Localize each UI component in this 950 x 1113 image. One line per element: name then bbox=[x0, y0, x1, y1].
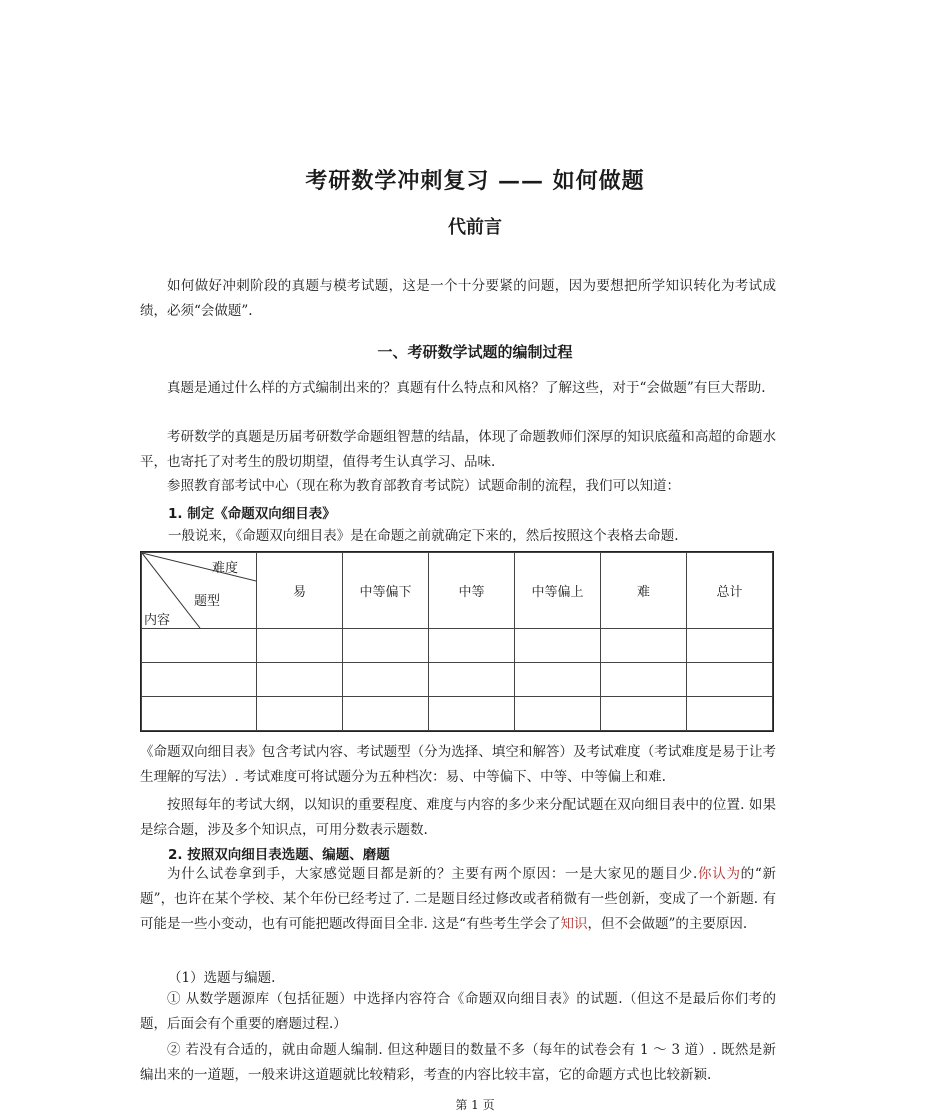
page-number: 第 1 页 bbox=[455, 1098, 495, 1112]
paragraph-6-part-a: 为什么试卷拿到手，大家感觉题目都是新的？主要有两个原因：一是大家见的题目少. bbox=[167, 866, 698, 882]
table-cell bbox=[142, 697, 257, 731]
table-cell bbox=[687, 663, 773, 697]
table-cell bbox=[429, 663, 515, 697]
paragraph-3: 参照教育部考试中心（现在称为教育部教育考试院）试题命制的流程，我们可以知道： bbox=[167, 478, 680, 494]
document-title: 考研数学冲刺复习 —— 如何做题 bbox=[305, 168, 645, 194]
table-cell bbox=[257, 629, 343, 663]
paragraph-4: 《命题双向细目表》包含考试内容、考试题型（分为选择、填空和解答）及考试难度（考试难度是易于让考生理解的写法）. 考试难度可将试题分为五种档次：易、中等偏下、中等、中等偏上和难. bbox=[140, 744, 776, 785]
paragraph-6-part-c: ，但不会做题”的主要原因. bbox=[587, 916, 748, 932]
table-row bbox=[142, 663, 773, 697]
specification-table bbox=[140, 551, 774, 732]
subheading-2: 2. 按照双向细目表选题、编题、磨题 bbox=[168, 847, 390, 863]
paragraph-1: 真题是通过什么样的方式编制出来的？真题有什么特点和风格？了解这些，对于“会做题”有巨大帮助. bbox=[167, 380, 766, 396]
subheading-1: 1. 制定《命题双向细目表》 bbox=[168, 506, 336, 522]
table-row bbox=[142, 629, 773, 663]
corner-label-type: 题型 bbox=[194, 594, 221, 609]
table-header-cell: 难 bbox=[601, 553, 687, 629]
corner-label-difficulty: 难度 bbox=[211, 561, 238, 576]
table-cell bbox=[601, 629, 687, 663]
table-cell bbox=[515, 697, 601, 731]
table-header-cell: 中等 bbox=[429, 553, 515, 629]
subheading-1-text: 一般说来，《命题双向细目表》是在命题之前就确定下来的，然后按照这个表格去命题. bbox=[168, 528, 679, 544]
table-cell bbox=[515, 629, 601, 663]
table-cell bbox=[257, 663, 343, 697]
table-header-cell: 易 bbox=[257, 553, 343, 629]
document-subtitle: 代前言 bbox=[448, 217, 502, 238]
corner-label-content: 内容 bbox=[144, 613, 171, 628]
highlight-text: 你认为 bbox=[697, 866, 741, 882]
table-header-cell: 中等偏下 bbox=[343, 553, 429, 629]
table-row bbox=[142, 697, 773, 731]
table-corner-cell bbox=[142, 553, 257, 629]
table-cell bbox=[343, 697, 429, 731]
paragraph-6 bbox=[140, 862, 776, 937]
table-cell bbox=[257, 697, 343, 731]
table-cell bbox=[515, 663, 601, 697]
table-cell bbox=[429, 697, 515, 731]
paragraph-6-part-b: 的“新题”，也许在某个学校、某个年份已经考过了. 二是题目经过修改或者稍微有一些创新，变成了一个新题. 有可能是一些小变动，也有可能把题改得面目全非. 这是“有些考生学会了 bbox=[140, 866, 777, 932]
table-header-cell: 中等偏上 bbox=[515, 553, 601, 629]
table-cell bbox=[429, 629, 515, 663]
table-cell bbox=[343, 629, 429, 663]
table-cell bbox=[601, 663, 687, 697]
list-item: ① 从数学题源库（包括征题）中选择内容符合《命题双向细目表》的试题.（但这不是最后你们考的题，后面会有个重要的磨题过程.） bbox=[140, 991, 776, 1032]
table-cell bbox=[601, 697, 687, 731]
table-header-cell: 总计 bbox=[687, 553, 773, 629]
highlight-text: 知识 bbox=[560, 916, 588, 932]
list-item: （1）选题与编题. bbox=[168, 970, 276, 986]
table-cell bbox=[343, 663, 429, 697]
table-cell bbox=[142, 663, 257, 697]
intro-paragraph: 如何做好冲刺阶段的真题与模考试题，这是一个十分要紧的问题，因为要想把所学知识转化为考试成绩，必须“会做题”. bbox=[140, 278, 776, 319]
table-cell bbox=[687, 629, 773, 663]
table-cell bbox=[687, 697, 773, 731]
section-heading: 一、考研数学试题的编制过程 bbox=[377, 343, 573, 361]
table-cell bbox=[142, 629, 257, 663]
list-item: ② 若没有合适的，就由命题人编制. 但这种题目的数量不多（每年的试卷会有 1 ～ 3 道）. 既然是新编出来的一道题，一般来讲这道题就比较精彩，考查的内容比较丰富，它的命题方式也比较新颖. bbox=[140, 1042, 776, 1083]
paragraph-2: 考研数学的真题是历届考研数学命题组智慧的结晶，体现了命题教师们深厚的知识底蕴和高超的命题水平，也寄托了对考生的殷切期望，值得考生认真学习、品味. bbox=[140, 429, 776, 470]
paragraph-5: 按照每年的考试大纲，以知识的重要程度、难度与内容的多少来分配试题在双向细目表中的位置. 如果是综合题，涉及多个知识点，可用分数表示题数. bbox=[140, 797, 776, 838]
